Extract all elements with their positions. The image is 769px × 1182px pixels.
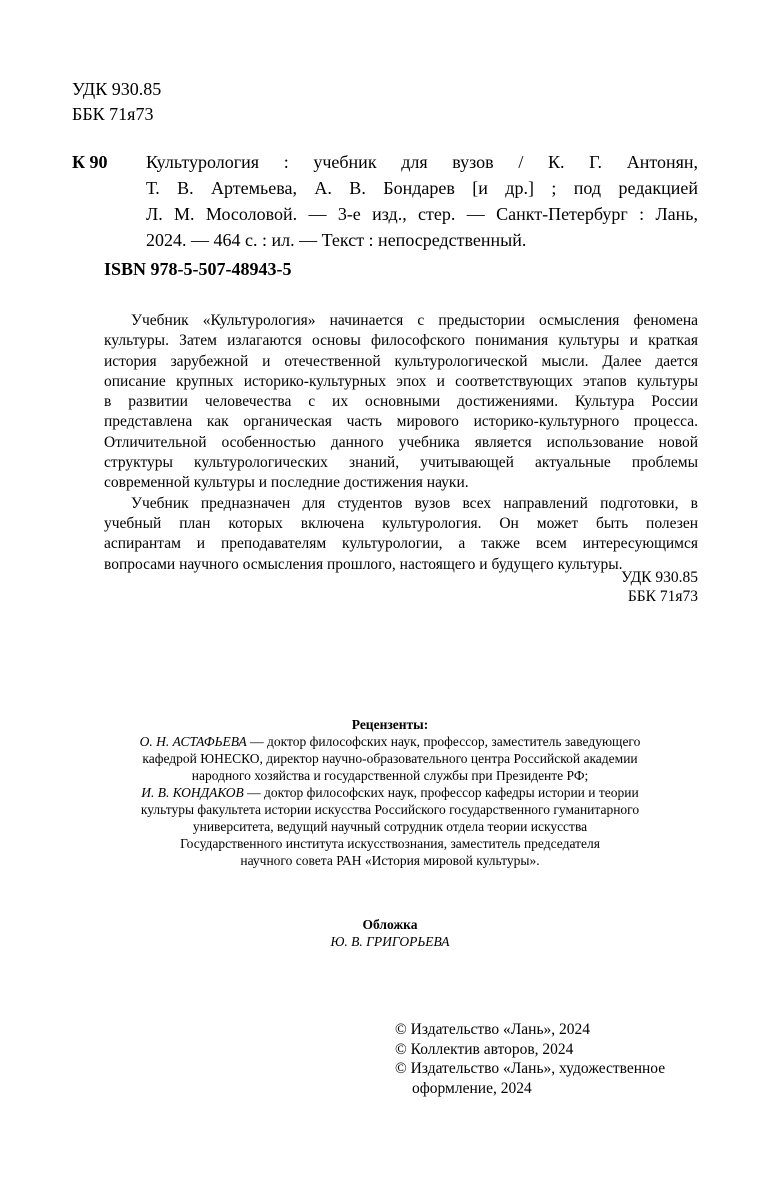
bibliographic-description bbox=[146, 149, 698, 253]
bbk-code: ББК 71я73 bbox=[627, 588, 698, 605]
abstract-line: структуры культурологических знаний, учитывающей актуальные проблемы bbox=[104, 454, 698, 472]
reviewer-desc-line: народного хозяйства и государственной службы при Президенте РФ; bbox=[191, 768, 589, 783]
catalog-line: Т. В. Артемьева, А. В. Бондарев [и др.] ; под редакцией bbox=[146, 178, 698, 198]
author-mark: К 90 bbox=[72, 152, 108, 172]
abstract-line: учебный план которых включена культурология. Он может быть полезен bbox=[104, 514, 698, 532]
reviewers-heading: Рецензенты: bbox=[351, 717, 429, 732]
classification-block-right bbox=[621, 568, 698, 606]
abstract bbox=[104, 311, 698, 575]
cover-designer: Ю. В. ГРИГОРЬЕВА bbox=[330, 934, 450, 949]
udk-code: УДК 930.85 bbox=[621, 569, 698, 586]
reviewer-desc-line: Государственного института искусствознания, заместитель председателя bbox=[180, 836, 600, 851]
reviewer-desc-line: культуры факультета истории искусства Российского государственного гуманитарного bbox=[140, 802, 640, 817]
abstract-line: описание крупных историко-культурных эпох и соответствующих этапов культуры bbox=[104, 372, 698, 390]
catalog-line: Культурология : учебник для вузов / К. Г. Антонян, bbox=[146, 152, 698, 172]
cover-credit bbox=[90, 916, 690, 950]
abstract-line: Учебник предназначен для студентов вузов всех направлений подготовки, в bbox=[131, 494, 698, 512]
reviewers-block bbox=[90, 716, 690, 869]
reviewer-desc-line: научного совета РАН «История мировой культуры». bbox=[240, 853, 540, 868]
abstract-line: в развитии человечества с их основными достижениями. Культура России bbox=[104, 393, 698, 411]
reviewer-desc-line: университета, ведущий научный сотрудник отдела теории искусства bbox=[192, 819, 588, 834]
catalog-line: 2024. — 464 с. : ил. — Текст : непосредственный. bbox=[146, 230, 527, 250]
abstract-line: Учебник «Культурология» начинается с предыстории осмысления феномена bbox=[131, 312, 698, 329]
reviewer-desc: — доктор философских наук, профессор кафедры истории и теории bbox=[243, 785, 639, 800]
cover-heading: Обложка bbox=[362, 917, 418, 932]
bbk-code: ББК 71я73 bbox=[72, 104, 154, 124]
copyright-block bbox=[395, 1020, 665, 1098]
copyright-line: © Коллектив авторов, 2024 bbox=[395, 1040, 574, 1058]
reviewer-desc-line: кафедрой ЮНЕСКО, директор научно-образовательного центра Российской академии bbox=[142, 751, 638, 766]
abstract-line: история зарубежной и отечественной культурологической мысли. Далее дается bbox=[104, 352, 698, 370]
isbn: ISBN 978-5-507-48943-5 bbox=[104, 259, 292, 279]
reviewer-name: О. Н. АСТАФЬЕВА bbox=[139, 734, 247, 749]
copyright-line: оформление, 2024 bbox=[412, 1079, 532, 1097]
reviewer-1 bbox=[90, 733, 690, 750]
abstract-line: культуры. Затем излагаются основы философского понимания культуры и краткая bbox=[104, 332, 698, 350]
udk-code: УДК 930.85 bbox=[72, 79, 162, 99]
abstract-line: современной культуры и последние достижения науки. bbox=[104, 474, 469, 492]
reviewer-name: И. В. КОНДАКОВ bbox=[141, 785, 244, 800]
abstract-line: представлена как органическая часть мирового историко-культурного процесса. bbox=[104, 413, 698, 431]
copyright-line: © Издательство «Лань», художественное bbox=[395, 1060, 666, 1077]
abstract-line: вопросами научного осмысления прошлого, настоящего и будущего культуры. bbox=[104, 555, 623, 573]
classification-block-top bbox=[72, 77, 161, 127]
abstract-line: Отличительной особенностью данного учебника является использование новой bbox=[104, 433, 698, 451]
copyright-line: © Издательство «Лань», 2024 bbox=[395, 1021, 591, 1038]
abstract-line: аспирантам и преподавателям культурологии, а также всем интересующимся bbox=[104, 535, 698, 553]
reviewer-desc: — доктор философских наук, профессор, заместитель заведующего bbox=[246, 734, 641, 749]
catalog-entry bbox=[72, 149, 698, 253]
reviewer-2 bbox=[90, 784, 690, 801]
catalog-line: Л. М. Мосоловой. — 3-е изд., стер. — Санкт-Петербург : Лань, bbox=[146, 204, 698, 224]
